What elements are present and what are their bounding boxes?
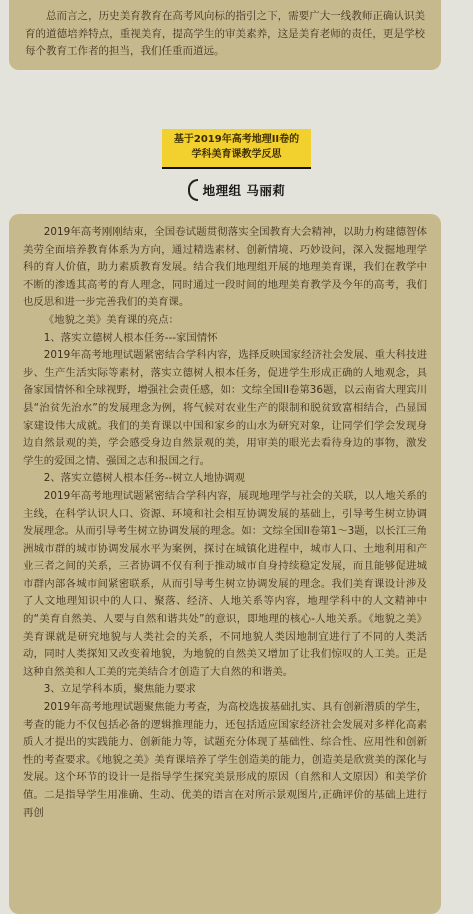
body-subheading-1: 1、落实立德树人根本任务---家国情怀 [43,331,218,344]
article-title-wrap [0,129,473,169]
body-highlights-heading: 《地貌之美》美育课的亮点： [43,313,179,326]
title-line-1: 基于2019年高考地理II卷的 [173,134,300,145]
article-title [162,129,311,169]
body-paragraph-3: 2019年高考地理试题紧密结合学科内容，展现地理学与社会的关联，以人地关系的主线，在科学认识人口、资源、环境和社会相互协调发展的基础上，引导考生树立协调发展理念。从而引导考生树立协调发展的理念。如：文综全国II卷第1～3题，以长江三角洲城市群的城市协调发展水平为案例，探讨在城镇化进程中，城市人口、土地利用和产业三者之间的关系，三者协调不仅有利于推动城市自身持续稳定发展，而且能够促进城市群内部各城市间紧密联系，从而引导考生树立协调发展的理念。我们美育课设计涉及了人文地理知识中的人口、聚落、经济、人地关系等内容，地理学科中的人文精神中的“美育自然美、人要与自然和谐共处”的意识，即地理的核心-人地关系。《地貌之美》美育课就是研究地貌与人类社会的关系，不同地貌人类因地制宜进行了不同的人类活动，同时人类探知又改变着地貌，为地貌的自然美又增加了让我们惊叹的人工美。正是这种自然美和人工美的完美结合才创造了大自然的和谐美。 [23,489,427,678]
body-paragraph-2: 2019年高考地理试题紧密结合学科内容，选择反映国家经济社会发展、重大科技进步、生产生活实际等素材，落实立德树人根本任务，促进学生形成正确的人地观念，具备家国情怀和全球视野，增强社会责任感，如：文综全国II卷第36题，以云南省大理宾川县“治贫先治水”的发展理念为例，将气候对农业生产的限制和脱贫致富相结合，凸显国家建设伟大成就。我们的美育课以中国和家乡的山水为研究对象，让同学们学会发现身边自然景观的美，学会感受身边自然景观的美，用审美的眼光去看待身边的事物，激发学生的爱国之情、强国之志和报国之行。 [23,349,427,467]
body-paragraph-1: 2019年高考刚刚结束，全国卷试题贯彻落实全国教育大会精神，以助力构建德智体美劳全面培养教育体系为方向，通过精选素材、创新情境、巧妙设问，深入发掘地理学科的育人价值，助力素质教育发展。结合我们地理组开展的地理美育课，我们在教学中不断的渗透其高考的育人理念，同时通过一段时间的地理美育教学及今年的高考，我们也反思和进一步完善我们的美育课。 [23,226,427,309]
conclusion-card [9,0,441,70]
author-label: 地理组 马丽莉 [202,183,286,198]
conclusion-paragraph: 总而言之，历史美育教育在高考风向标的指引之下，需要广大一线教师正确认识美育的道德培养特点，重视美育，提高学生的审美素养，这是美育老师的责任，更是学校每个教育工作者的担当，我们任重而道远。 [25,10,425,57]
body-subheading-3: 3、立足学科本质，聚焦能力要求 [43,683,196,696]
body-subheading-2: 2、落实立德树人根本任务--树立人地协调观 [43,472,245,485]
bracket-icon [188,179,198,201]
author-row [0,179,473,201]
title-line-2: 学科美育课教学反思 [191,149,282,160]
article-body-card [9,214,441,914]
body-paragraph-4: 2019年高考地理试题聚焦能力考查，为高校选拔基础扎实、具有创新潜质的学生，考查的能力不仅包括必备的逻辑推理能力，还包括适应国家经济社会发展对多样化高素质人才提出的实践能力、创新能力等，试题充分体现了基础性、综合性、应用性和创新性的考查要求。《地貌之美》美育课培养了学生创造美的能力，创造美是欣赏美的深化与发展。这个环节的设计一是指导学生探究美景形成的原因（自然和人文原因）和美学价值。二是指导学生用准确、生动、优美的语言在对所示景观图片,正确评价的基础上进行再创 [23,701,427,819]
